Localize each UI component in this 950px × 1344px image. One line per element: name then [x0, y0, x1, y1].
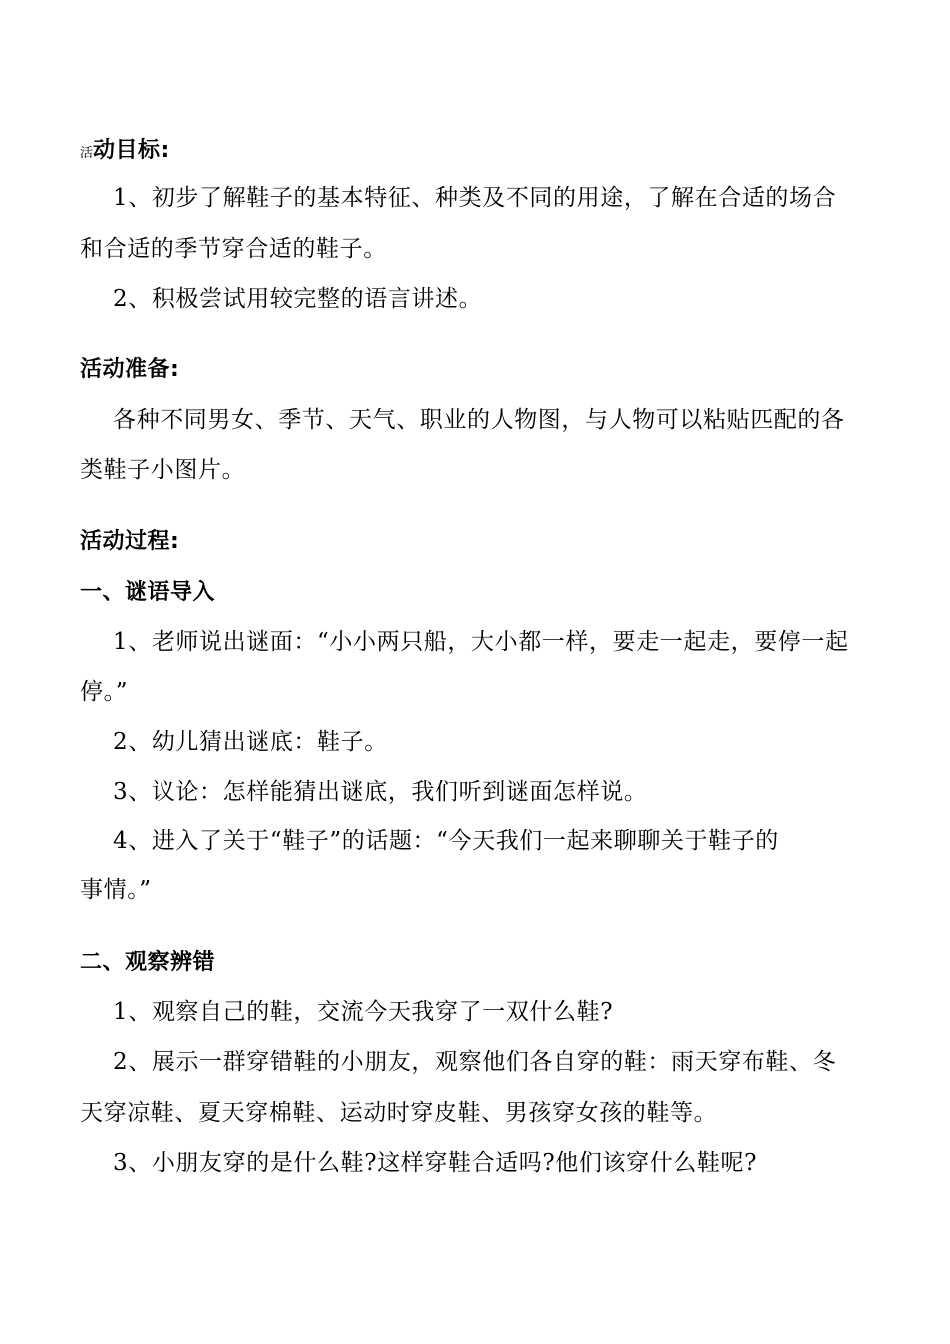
preparation-line-2: 类鞋子小图片。 [80, 457, 246, 483]
part-1-item-4-line-2: 事情。” [80, 877, 152, 903]
part-2-item-3: 3、小朋友穿的是什么鞋?这样穿鞋合适吗?他们该穿什么鞋呢? [113, 1150, 758, 1176]
part-1-item-1-line-2: 停。” [80, 679, 129, 705]
part-1-item-4-line-1: 4、进入了关于“鞋子”的话题：“今天我们一起来聊聊关于鞋子的 [113, 828, 779, 854]
part-2-item-2-line-2: 天穿凉鞋、夏天穿棉鞋、运动时穿皮鞋、男孩穿女孩的鞋等。 [80, 1100, 718, 1126]
goals-heading [80, 136, 170, 169]
goals-item-1-line-2: 和合适的季节穿合适的鞋子。 [80, 236, 387, 262]
part-2-item-1: 1、观察自己的鞋，交流今天我穿了一双什么鞋? [113, 999, 614, 1025]
preparation-heading: 活动准备: [80, 357, 180, 382]
process-heading: 活动过程: [80, 529, 180, 554]
goals-heading-text: 动目标: [93, 138, 170, 163]
part-1-heading: 一、谜语导入 [80, 580, 216, 605]
part-1-item-2: 2、幼儿猜出谜底：鞋子。 [113, 729, 388, 755]
preparation-line-1: 各种不同男女、季节、天气、职业的人物图，与人物可以粘贴匹配的各 [113, 407, 845, 433]
goals-heading-small-char: 活 [80, 146, 94, 161]
part-2-item-2-line-1: 2、展示一群穿错鞋的小朋友，观察他们各自穿的鞋：雨天穿布鞋、冬 [113, 1049, 837, 1075]
part-1-item-3: 3、议论：怎样能猜出谜底，我们听到谜面怎样说。 [113, 779, 648, 805]
part-1-item-1-line-1: 1、老师说出谜面：“小小两只船，大小都一样，要走一起走，要停一起 [113, 629, 849, 655]
goals-item-2: 2、积极尝试用较完整的语言讲述。 [113, 286, 483, 312]
part-2-heading: 二、观察辨错 [80, 950, 216, 975]
goals-item-1-line-1: 1、初步了解鞋子的基本特征、种类及不同的用途，了解在合适的场合 [113, 185, 837, 211]
